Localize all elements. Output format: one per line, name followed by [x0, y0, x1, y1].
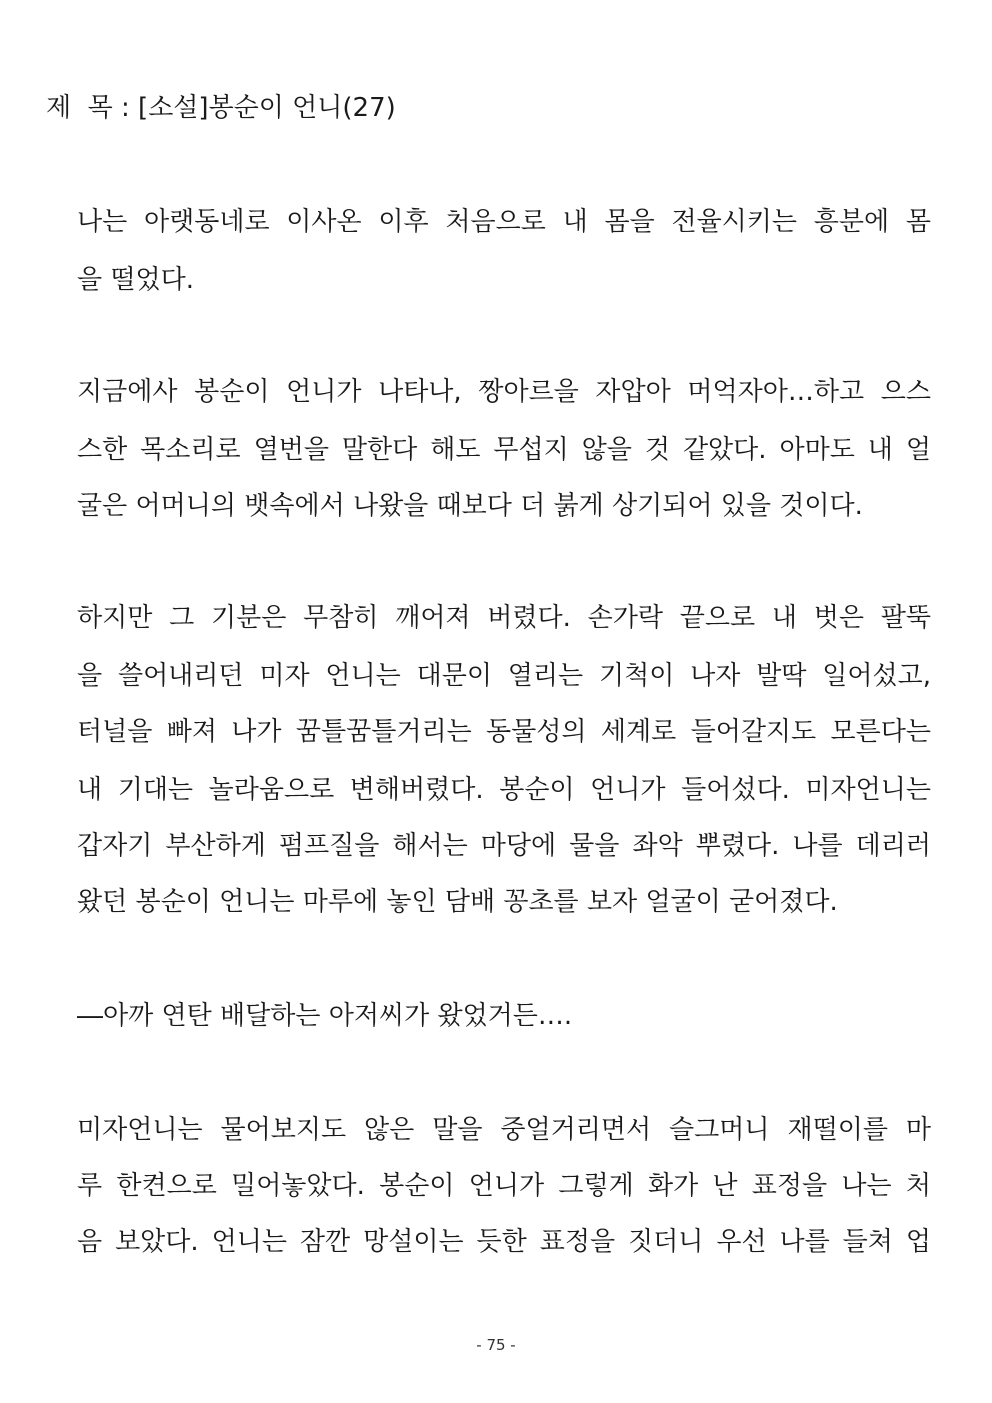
text-line: 갑자기 부산하게 펌프질을 해서는 마당에 물을 좌악 뿌렸다. 나를 데리러	[77, 831, 931, 861]
text-line: 루 한켠으로 밀어놓았다. 봉순이 언니가 그렇게 화가 난 표정을 나는 처	[77, 1171, 931, 1201]
text-line: 스한 목소리로 열번을 말한다 해도 무섭지 않을 것 같았다. 아마도 내 얼	[77, 435, 931, 465]
text-line: 터널을 빠져 나가 꿈틀꿈틀거리는 동물성의 세계로 들어갈지도 모른다는	[77, 717, 931, 747]
text-line: 음 보았다. 언니는 잠깐 망설이는 듯한 표정을 짓더니 우선 나를 들쳐 업	[77, 1227, 931, 1257]
text-line: 지금에사 봉순이 언니가 나타나, 짱아르을 자압아 머억자아…하고 으스	[77, 377, 931, 407]
text-line: ―아까 연탄 배달하는 아저씨가 왔었거든….	[77, 1001, 573, 1031]
document-title: 제 목 : [소설]봉순이 언니(27)	[46, 93, 396, 123]
page-number: - 75 -	[476, 1336, 516, 1354]
text-line: 나는 아랫동네로 이사온 이후 처음으로 내 몸을 전율시키는 흥분에 몸	[77, 207, 931, 237]
text-line: 굴은 어머니의 뱃속에서 나왔을 때보다 더 붉게 상기되어 있을 것이다.	[77, 491, 863, 521]
text-line: 왔던 봉순이 언니는 마루에 놓인 담배 꽁초를 보자 얼굴이 굳어졌다.	[77, 887, 838, 917]
text-line: 하지만 그 기분은 무참히 깨어져 버렸다. 손가락 끝으로 내 벗은 팔뚝	[77, 603, 931, 633]
text-line: 내 기대는 놀라움으로 변해버렸다. 봉순이 언니가 들어섰다. 미자언니는	[77, 775, 931, 805]
text-line: 미자언니는 물어보지도 않은 말을 중얼거리면서 슬그머니 재떨이를 마	[77, 1115, 931, 1145]
text-line: 을 쓸어내리던 미자 언니는 대문이 열리는 기척이 나자 발딱 일어섰고,	[77, 661, 931, 691]
text-line: 을 떨었다.	[77, 265, 194, 295]
